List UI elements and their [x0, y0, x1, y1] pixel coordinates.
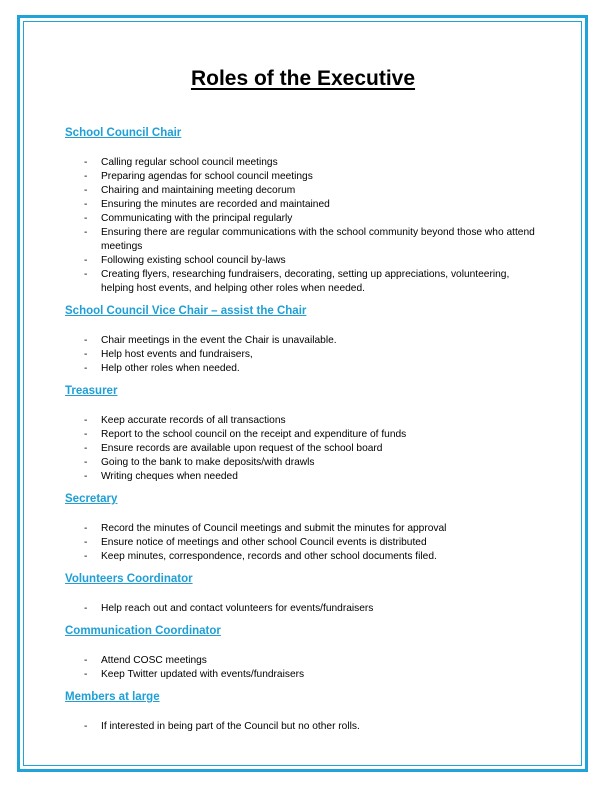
list-item-text: Following existing school council by-laws	[101, 255, 286, 266]
list-item-text: Ensuring there are regular communications with the school community beyond those who attend meetings	[101, 227, 535, 252]
page-title-text: Roles of the Executive	[190, 67, 416, 90]
dash-bullet-icon: -	[84, 255, 88, 266]
section-volunteers-coordinator	[65, 570, 535, 616]
list-item	[65, 348, 535, 362]
list-item	[65, 536, 535, 550]
list-item-text: Creating flyers, researching fundraisers, decorating, setting up appreciations, volunteering, helping host events, and helping other roles when needed.	[101, 269, 510, 294]
dash-bullet-icon: -	[84, 655, 88, 666]
section-members-at-large	[65, 688, 535, 734]
list-item-text: Help other roles when needed.	[101, 363, 240, 374]
list-item-text: Ensure notice of meetings and other school Council events is distributed	[101, 537, 427, 548]
bullet-list	[65, 156, 535, 296]
list-item	[65, 522, 535, 536]
section-school-council-chair	[65, 124, 535, 296]
section-heading: Members at large	[65, 691, 160, 703]
list-item-text: Attend COSC meetings	[101, 655, 207, 666]
section-treasurer	[65, 382, 535, 484]
list-item	[65, 362, 535, 376]
list-item	[65, 184, 535, 198]
section-heading: School Council Chair	[65, 127, 182, 139]
list-item	[65, 254, 535, 268]
section-heading: Volunteers Coordinator	[65, 573, 193, 585]
bullet-list	[65, 334, 535, 376]
page-title	[0, 66, 606, 92]
bullet-list	[65, 654, 535, 682]
dash-bullet-icon: -	[84, 269, 88, 280]
list-item	[65, 602, 535, 616]
list-item	[65, 668, 535, 682]
dash-bullet-icon: -	[84, 335, 88, 346]
section-heading: School Council Vice Chair – assist the Chair	[65, 305, 307, 317]
list-item-text: Ensure records are available upon request of the school board	[101, 443, 383, 454]
section-communication-coordinator	[65, 622, 535, 682]
section-secretary	[65, 490, 535, 564]
dash-bullet-icon: -	[84, 213, 88, 224]
list-item-text: If interested in being part of the Council but no other rolls.	[101, 721, 360, 732]
roles-content	[65, 124, 535, 740]
list-item-text: Preparing agendas for school council meetings	[101, 171, 313, 182]
dash-bullet-icon: -	[84, 199, 88, 210]
dash-bullet-icon: -	[84, 157, 88, 168]
list-item-text: Help host events and fundraisers,	[101, 349, 253, 360]
list-item-text: Going to the bank to make deposits/with drawls	[101, 457, 315, 468]
list-item	[65, 654, 535, 668]
list-item	[65, 550, 535, 564]
dash-bullet-icon: -	[84, 429, 88, 440]
list-item-text: Keep minutes, correspondence, records and other school documents filed.	[101, 551, 437, 562]
section-vice-chair	[65, 302, 535, 376]
list-item-text: Keep Twitter updated with events/fundraisers	[101, 669, 305, 680]
dash-bullet-icon: -	[84, 227, 88, 238]
list-item	[65, 428, 535, 442]
list-item-text: Writing cheques when needed	[101, 471, 238, 482]
list-item-text: Report to the school council on the receipt and expenditure of funds	[101, 429, 407, 440]
list-item	[65, 268, 535, 296]
list-item	[65, 156, 535, 170]
dash-bullet-icon: -	[84, 721, 88, 732]
section-heading: Treasurer	[65, 385, 118, 397]
list-item-text: Chair meetings in the event the Chair is unavailable.	[101, 335, 337, 346]
list-item	[65, 442, 535, 456]
list-item	[65, 456, 535, 470]
list-item	[65, 198, 535, 212]
dash-bullet-icon: -	[84, 363, 88, 374]
dash-bullet-icon: -	[84, 551, 88, 562]
list-item	[65, 720, 535, 734]
list-item-text: Communicating with the principal regularly	[101, 213, 293, 224]
bullet-list	[65, 602, 535, 616]
dash-bullet-icon: -	[84, 457, 88, 468]
list-item	[65, 170, 535, 184]
dash-bullet-icon: -	[84, 185, 88, 196]
dash-bullet-icon: -	[84, 415, 88, 426]
dash-bullet-icon: -	[84, 471, 88, 482]
dash-bullet-icon: -	[84, 537, 88, 548]
list-item-text: Record the minutes of Council meetings and submit the minutes for approval	[101, 523, 447, 534]
list-item	[65, 334, 535, 348]
bullet-list	[65, 414, 535, 484]
dash-bullet-icon: -	[84, 523, 88, 534]
list-item	[65, 470, 535, 484]
section-heading: Secretary	[65, 493, 118, 505]
section-heading: Communication Coordinator	[65, 625, 221, 637]
list-item-text: Chairing and maintaining meeting decorum	[101, 185, 296, 196]
list-item-text: Ensuring the minutes are recorded and maintained	[101, 199, 330, 210]
bullet-list	[65, 720, 535, 734]
list-item	[65, 226, 535, 254]
list-item	[65, 414, 535, 428]
list-item-text: Calling regular school council meetings	[101, 157, 278, 168]
dash-bullet-icon: -	[84, 603, 88, 614]
bullet-list	[65, 522, 535, 564]
dash-bullet-icon: -	[84, 171, 88, 182]
list-item	[65, 212, 535, 226]
dash-bullet-icon: -	[84, 349, 88, 360]
dash-bullet-icon: -	[84, 669, 88, 680]
dash-bullet-icon: -	[84, 443, 88, 454]
list-item-text: Help reach out and contact volunteers for events/fundraisers	[101, 603, 374, 614]
list-item-text: Keep accurate records of all transactions	[101, 415, 286, 426]
